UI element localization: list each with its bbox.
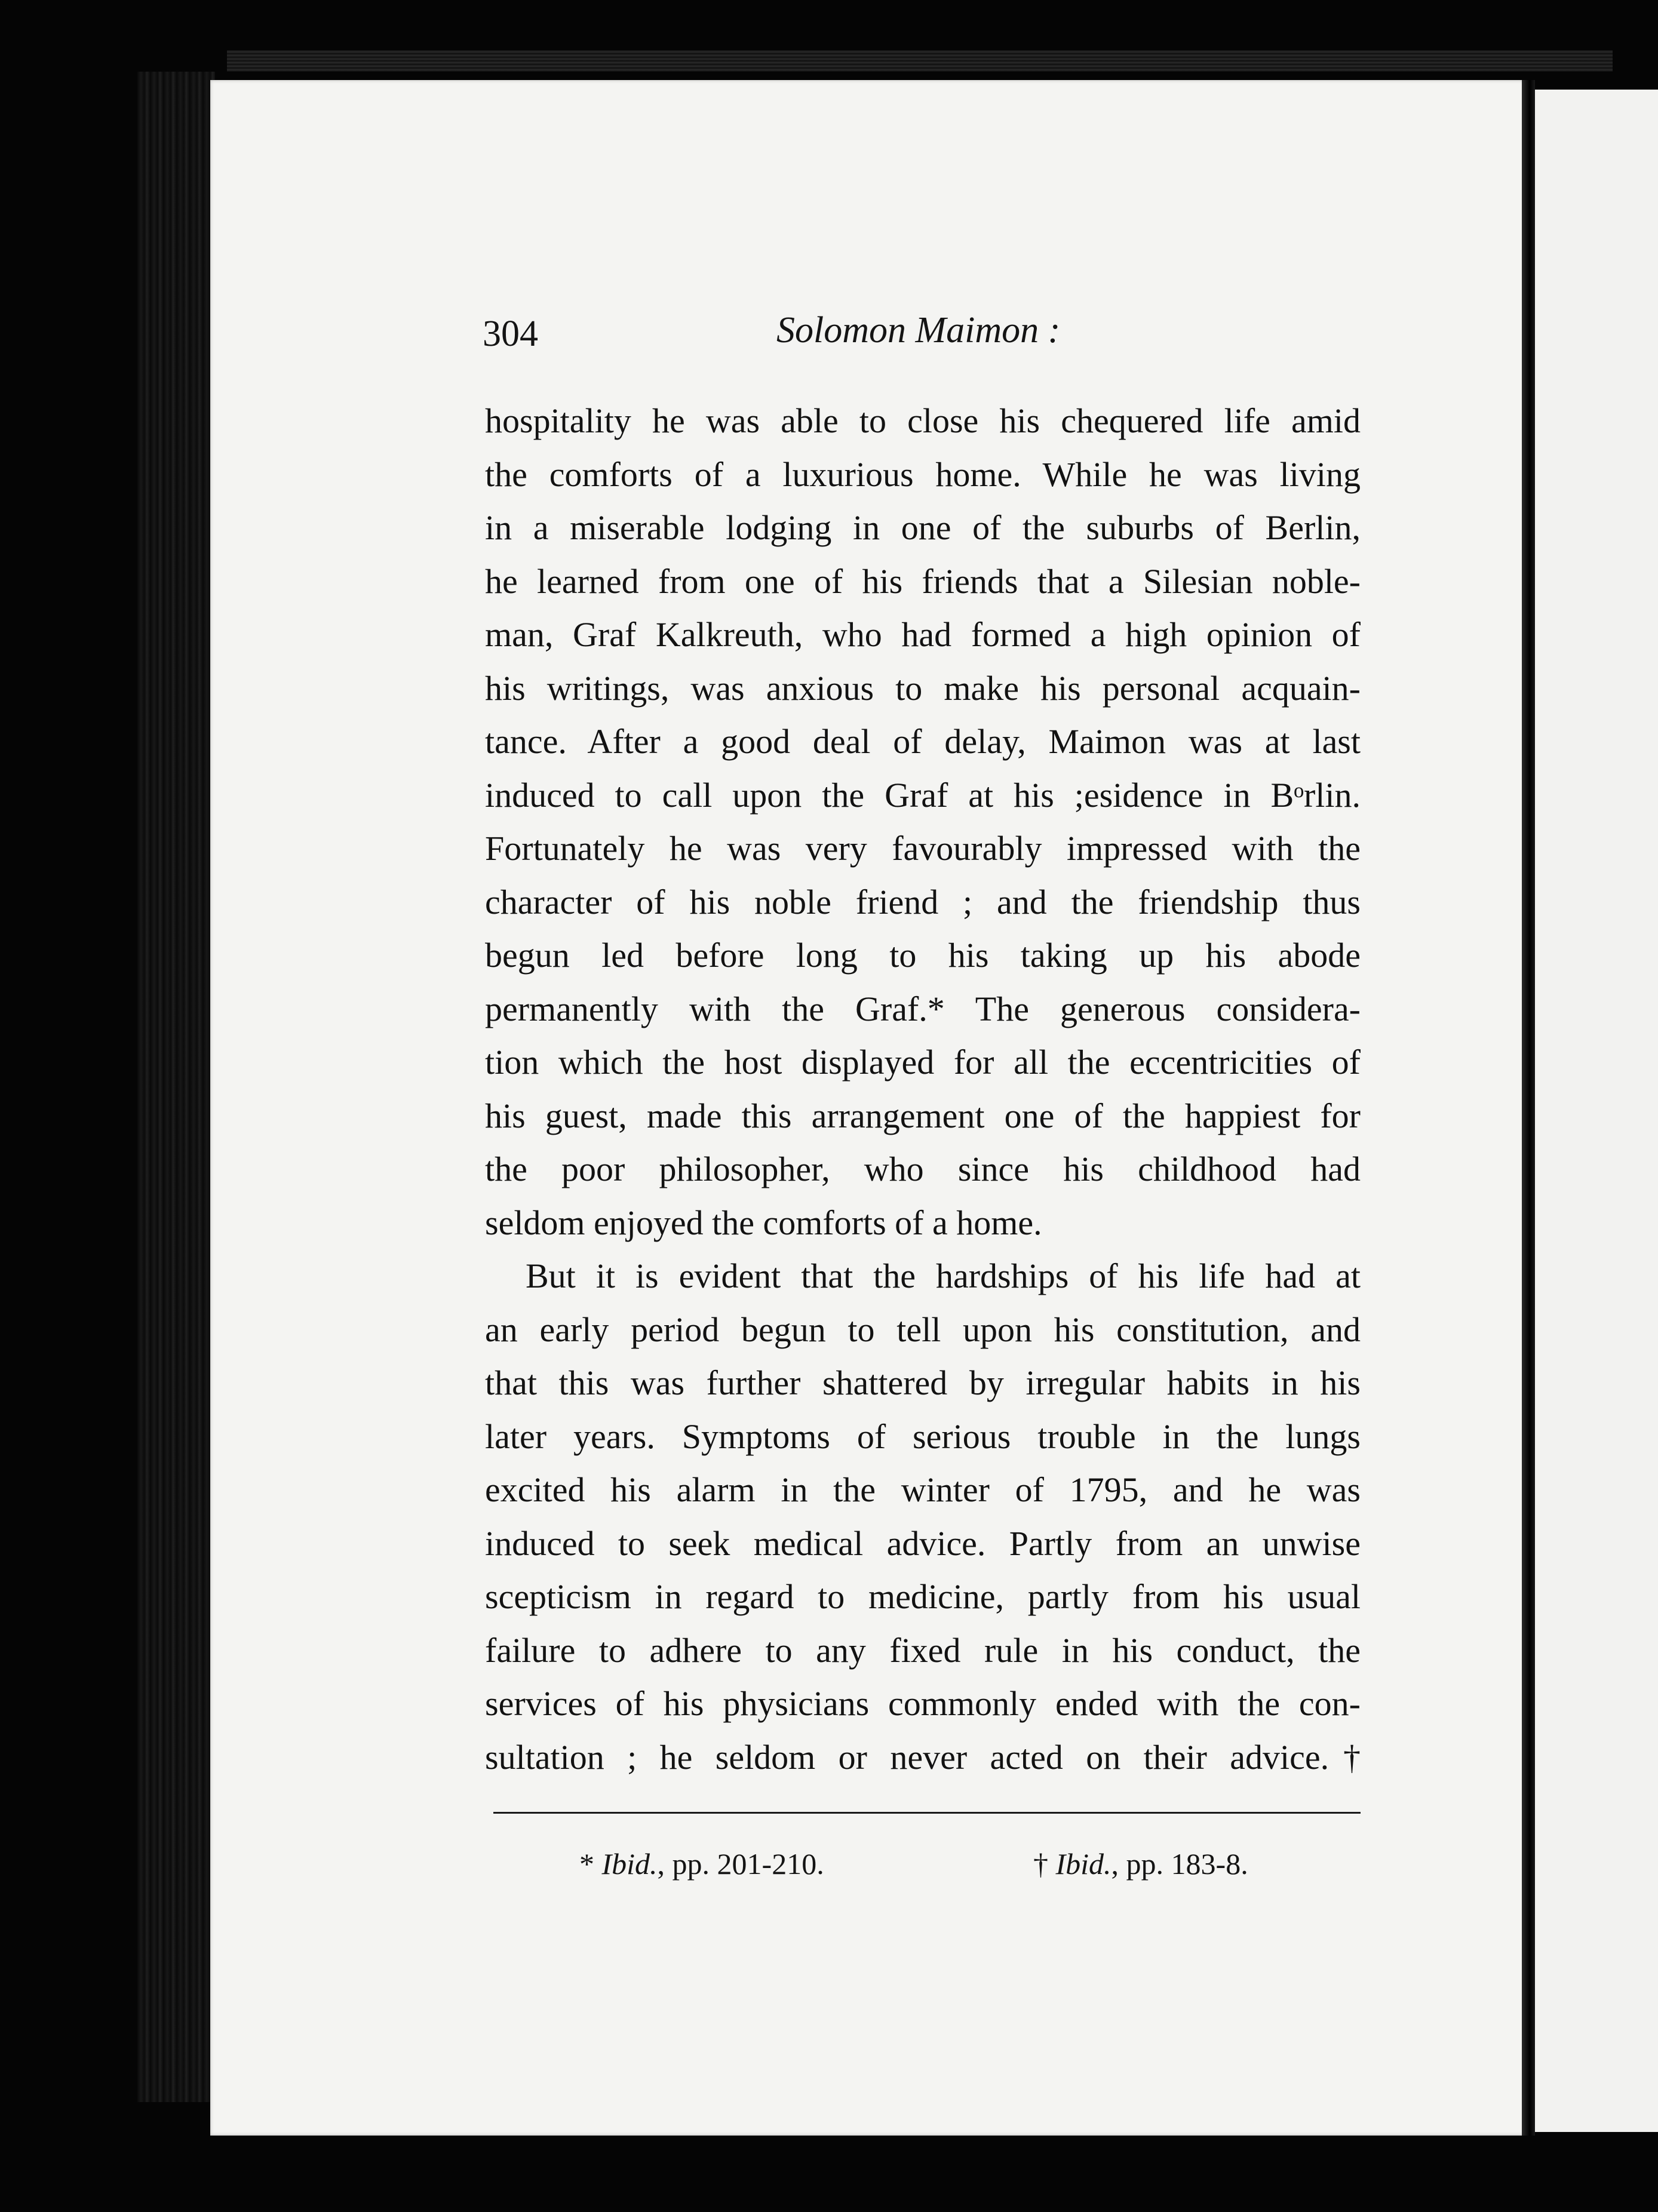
footnote-dagger-ref: Ibid. [1055, 1847, 1112, 1881]
text-line: permanently with the Graf.* The generous considera- [485, 989, 1361, 1028]
text-line: induced to call upon the Graf at his ;esidence in Bᵒrlin. [485, 775, 1361, 815]
text-line: in a miserable lodging in one of the suburbs of Berlin, [485, 508, 1361, 547]
text-line: tance. After a good deal of delay, Maimon was at last [485, 722, 1361, 761]
text-line: man, Graf Kalkreuth, who had formed a high opinion of [485, 615, 1361, 654]
footnotes [579, 1847, 1296, 1894]
text-line: an early period begun to tell upon his constitution, and [485, 1310, 1361, 1349]
text-line: he learned from one of his friends that a Silesian noble- [485, 561, 1361, 601]
page-header [483, 305, 1361, 358]
facing-page [1535, 90, 1658, 2132]
footnote-dagger-mark: † [1033, 1847, 1056, 1881]
text-line: tion which the host displayed for all the eccentricities of [485, 1043, 1361, 1082]
footnote-star-pages: , pp. 201-210. [657, 1847, 824, 1881]
footnote-star-mark: * [579, 1847, 602, 1881]
text-line: But it is evident that the hardships of his life had at [526, 1256, 1361, 1295]
footnote-dagger [1033, 1847, 1248, 1881]
text-line: Fortunately he was very favourably impressed with the [485, 829, 1361, 868]
text-line: his writings, was anxious to make his personal acquain- [485, 668, 1361, 708]
text-line: that this was further shattered by irregular habits in his [485, 1363, 1361, 1402]
page-gutter [1522, 80, 1535, 2136]
footnote-dagger-pages: , pp. 183-8. [1111, 1847, 1248, 1881]
body-text [485, 394, 1361, 1784]
text-line: begun led before long to his taking up his abode [485, 936, 1361, 975]
text-line: failure to adhere to any fixed rule in his conduct, the [485, 1630, 1361, 1670]
text-line: scepticism in regard to medicine, partly from his usual [485, 1577, 1361, 1616]
text-line: later years. Symptoms of serious trouble in the lungs [485, 1417, 1361, 1456]
text-line: seldom enjoyed the comforts of a home. [485, 1203, 1042, 1242]
text-line: character of his noble friend ; and the friendship thus [485, 882, 1361, 921]
footnote-rule [493, 1812, 1361, 1814]
text-line: his guest, made this arrangement one of the happiest for [485, 1096, 1361, 1135]
text-line: induced to seek medical advice. Partly from an unwise [485, 1523, 1361, 1563]
text-line: services of his physicians commonly ended with the con- [485, 1684, 1361, 1723]
book-top-edge [227, 50, 1613, 72]
text-line: sultation ; he seldom or never acted on their advice.† [485, 1737, 1361, 1777]
text-line: hospitality he was able to close his chequered life amid [485, 401, 1361, 440]
text-line: the poor philosopher, who since his childhood had [485, 1150, 1361, 1188]
text-line: excited his alarm in the winter of 1795, and he was [485, 1470, 1361, 1509]
footnote-star [579, 1847, 824, 1881]
text-line: the comforts of a luxurious home. While he was living [485, 454, 1361, 494]
page-number: 304 [483, 314, 538, 354]
running-title: Solomon Maimon : [776, 310, 1061, 351]
footnote-star-ref: Ibid. [601, 1847, 658, 1881]
book-page-edges [137, 72, 215, 2102]
